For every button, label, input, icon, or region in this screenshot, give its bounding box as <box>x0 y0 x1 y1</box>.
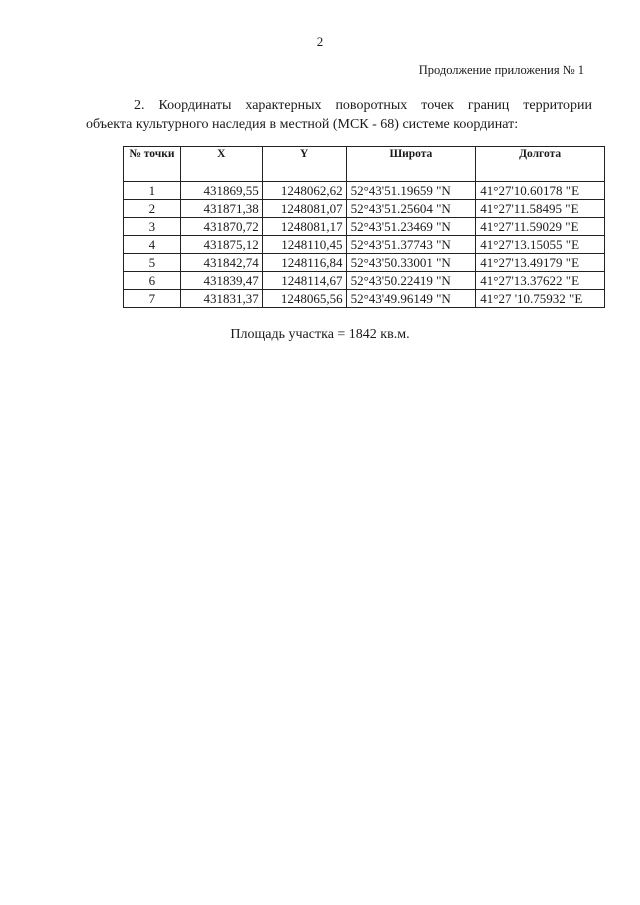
cell-longitude: 41°27 '10.75932 "E <box>476 290 605 308</box>
header-x: X <box>180 147 262 182</box>
cell-latitude: 52°43'50.33001 "N <box>346 254 476 272</box>
cell-latitude: 52°43'49.96149 "N <box>346 290 476 308</box>
cell-y: 1248062,62 <box>262 182 346 200</box>
cell-point-number: 7 <box>124 290 181 308</box>
area-statement: Площадь участка = 1842 кв.м. <box>230 327 410 342</box>
cell-x: 431842,74 <box>180 254 262 272</box>
table-row <box>124 290 605 308</box>
header-longitude: Долгота <box>476 147 605 182</box>
cell-y: 1248114,67 <box>262 272 346 290</box>
cell-longitude: 41°27'13.49179 "E <box>476 254 605 272</box>
cell-y: 1248081,17 <box>262 218 346 236</box>
cell-longitude: 41°27'11.58495 "E <box>476 200 605 218</box>
cell-point-number: 6 <box>124 272 181 290</box>
page-number: 2 <box>316 34 324 49</box>
table-header-row <box>124 147 605 182</box>
table-row <box>124 254 605 272</box>
intro-line-2: объекта культурного наследия в местной (МСК - 68) системе координат: <box>86 117 519 132</box>
table-row <box>124 182 605 200</box>
cell-latitude: 52°43'51.19659 "N <box>346 182 476 200</box>
cell-longitude: 41°27'11.59029 "E <box>476 218 605 236</box>
cell-x: 431875,12 <box>180 236 262 254</box>
cell-latitude: 52°43'50.22419 "N <box>346 272 476 290</box>
header-point-number: № точки <box>124 147 181 182</box>
cell-point-number: 5 <box>124 254 181 272</box>
cell-latitude: 52°43'51.37743 "N <box>346 236 476 254</box>
cell-y: 1248081,07 <box>262 200 346 218</box>
intro-paragraph <box>86 96 592 134</box>
cell-y: 1248110,45 <box>262 236 346 254</box>
cell-x: 431871,38 <box>180 200 262 218</box>
table-row <box>124 200 605 218</box>
cell-x: 431839,47 <box>180 272 262 290</box>
cell-latitude: 52°43'51.25604 "N <box>346 200 476 218</box>
table-row <box>124 272 605 290</box>
cell-longitude: 41°27'10.60178 "E <box>476 182 605 200</box>
appendix-note: Продолжение приложения № 1 <box>418 63 584 77</box>
cell-point-number: 3 <box>124 218 181 236</box>
cell-x: 431831,37 <box>180 290 262 308</box>
intro-line-1: 2. Координаты характерных поворотных точек границ территории <box>134 98 592 113</box>
cell-x: 431869,55 <box>180 182 262 200</box>
header-latitude: Широта <box>346 147 476 182</box>
coordinates-table <box>123 146 605 308</box>
cell-y: 1248116,84 <box>262 254 346 272</box>
cell-longitude: 41°27'13.15055 "E <box>476 236 605 254</box>
cell-point-number: 1 <box>124 182 181 200</box>
header-y: Y <box>262 147 346 182</box>
cell-y: 1248065,56 <box>262 290 346 308</box>
table-row <box>124 236 605 254</box>
cell-point-number: 4 <box>124 236 181 254</box>
cell-longitude: 41°27'13.37622 "E <box>476 272 605 290</box>
cell-point-number: 2 <box>124 200 181 218</box>
cell-latitude: 52°43'51.23469 "N <box>346 218 476 236</box>
table-row <box>124 218 605 236</box>
cell-x: 431870,72 <box>180 218 262 236</box>
